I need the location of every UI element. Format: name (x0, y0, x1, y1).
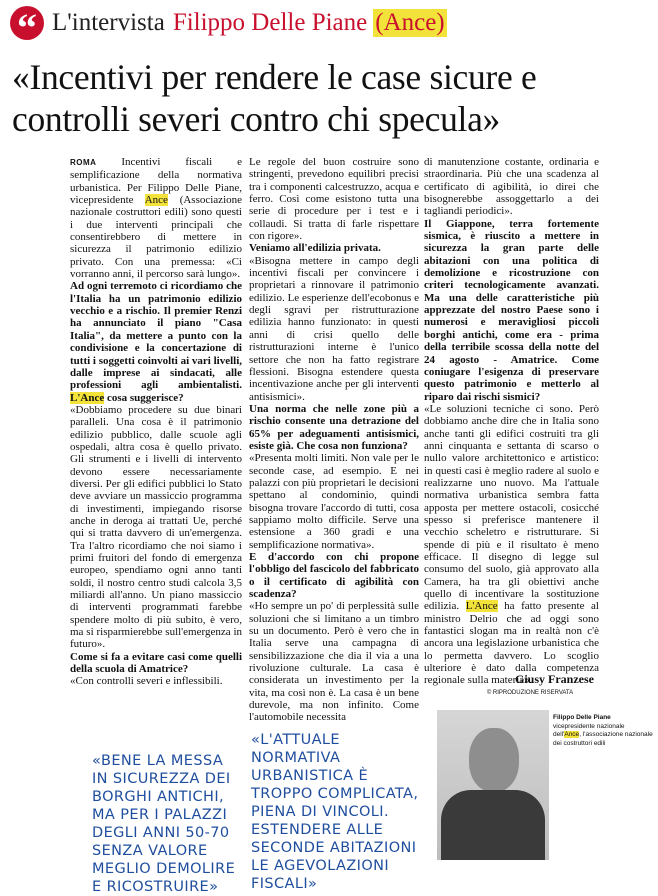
copyright-notice: © RIPRODUZIONE RISERVATA (486, 690, 574, 696)
question: Come si fa a evitare casi come quelli della scuola di Amatrice? (70, 650, 242, 676)
author-signature: Giusy Franzese (515, 672, 594, 686)
photo-caption (553, 714, 653, 748)
answer: «Le soluzioni tecniche ci sono. Però dobbiamo anche dire che in Italia sono anche tanti gli edifici costruiti tra gli anni cinquanta e settanta di scarso o nullo valore architettonico e artistico: in questi casi è meglio radere al suolo e realizzarne uno nuovo. Ma l'attuale normativa urbanistica sembra fatta apposta per mettere ostacoli, cosicché spesso si preferisce mantenere il vecchio scheletro e ristrutturare. Si spende di più e il risultato è meno efficace. Il disegno di legge sul consumo del suolo, già approvato alla Camera, ha tra gli obiettivi anche quello di incentivare la sostituzione edilizia. L'Ance ha fatto presente al ministro Delrio che ad oggi sono fantastici slogan ma in realtà non c'è ancora una legislazione urbanistica che lo permetta davvero. Lo scoglio ulteriore è dato dalla competenza regionale sulla materia». (424, 402, 599, 687)
caption-name: Filippo Delle Piane (553, 714, 611, 721)
caption-role: vicepresidente nazionale dell'Ance, l'associazione nazionale dei costruttori edili (553, 722, 653, 747)
question: Veniamo all'edilizia privata. (249, 242, 381, 255)
paragraph: ROMA Incentivi fiscali e semplificazione della normativa urbanistica. Per Filippo Delle Piane, vicepresidente Ance (Associazione nazionale costruttori edili) sono questi i due interventi principali che consentirebbero di mettere in sicurezza il patrimonio edilizio privato. Con una premessa: «Ci vorranno anni, il percorso sarà lungo». (70, 156, 243, 281)
headline: «Incentivi per rendere le case sicure e controlli severi contro chi specula» (12, 57, 537, 139)
dateline: ROMA (70, 158, 97, 167)
pull-quote-center: «L'ATTUALE NORMATIVA URBANISTICA È TROPPO COMPLICATA, PIENA DI VINCOLI. ESTENDERE ALLE SECONDE ABITAZIONI LE AGEVOLAZIONI FISCALI» (251, 732, 419, 892)
answer: «Ho sempre un po' di perplessità sulle soluzioni che si limitano a un timbro su un documento. Però è vero che in Italia serve una campagna di sensibilizzazione che dia il via a una rivoluzione culturale. La casa è considerata un investimento per la vita, ma così non è. La casa è un bene durevole, ma non infinito. Come l'automobile necessita (249, 600, 419, 724)
quote-icon: “ (10, 6, 44, 40)
article-column-2 (249, 156, 419, 724)
answer: Le regole del buon costruire sono stringenti, prevedono equilibri precisi tra i componenti calcestruzzo, acqua e ferro. Così come esistono tutta una serie di procedure per i test e i collaudi. Si tratta di farle rispettare con rigore». (249, 156, 419, 243)
question: E d'accordo con chi propone l'obbligo del fascicolo del fabbricato o il certificato di agibilità con scadenza? (249, 551, 419, 601)
answer: «Bisogna mettere in campo degli incentivi fiscali per convincere i proprietari a rinnovare il patrimonio edilizio. Le esperienze dell'ecobonus e degli sgravi per ristrutturazione edilizia hanno funzionato: in questi anni di crisi quello delle ristrutturazioni interne è l'unico settore che non ha fatto registrare flessioni. Bisogna estendere questa incentivazione anche per gli interventi antisismici». (249, 254, 419, 403)
article-column-1 (70, 156, 242, 688)
answer: «Con controlli severi e inflessibili. (70, 675, 223, 688)
interviewee-name: Filippo Delle Piane (172, 9, 368, 36)
portrait-photo (437, 710, 549, 860)
section-label: L'intervista (52, 9, 165, 36)
answer: «Presenta molti limiti. Non vale per le seconde case, ad esempio. E nei palazzi con più proprietari le decisioni spettano al condominio, quindi bisogna trovare l'accordo di tutti, cosa sappiamo molto difficile. Serve una estensione a 360 gradi e una semplificazione normativa». (249, 452, 419, 551)
question: Ad ogni terremoto ci ricordiamo che l'Italia ha un patrimonio edilizio vecchio e a rischio. Il premier Renzi ha annunciato il piano "Casa Italia", da mettere a punto con la condivisione e la concertazione di tutti i soggetti coinvolti ai vari livelli, dalle imprese ai sindacati, alle professioni agli ambientalisti. L'Ance cosa suggerisce? (70, 280, 243, 404)
answer: «Dobbiamo procedere su due binari paralleli. Una cosa è il patrimonio edilizio pubblico, dalle scuole agli ospedali, altra cosa è quello privato. Gli strumenti e i livelli di intervento devono essere necessariamente diversi. Per gli edifici pubblici lo Stato deve avviare un massiccio programma di investimenti, impiegando risorse anche in deroga ai trattati Ue, perché qui si tratta davvero di un'emergenza. Tra l'altro ricordiamo che noi siamo i primi fruitori del fondo di emergenza europeo, spendiamo ogni anno tanti soldi, il nostro centro studi calcola 3,5 miliardi all'anno. Un piano massiccio di interventi programmati farebbe spendere molto di più subito, è vero, ma si risparmierebbe sull'emergenza in futuro». (70, 403, 242, 651)
org-highlight: L'Ance (465, 600, 498, 613)
interviewee-org: (Ance) (375, 9, 445, 36)
question: Una norma che nelle zone più a rischio consente una detrazione del 65% per adeguamenti antisismici, esiste già. Che cosa non funziona? (249, 402, 419, 452)
pull-quote-left: «BENE LA MESSA IN SICUREZZA DEI BORGHI ANTICHI, MA PER I PALAZZI DEGLI ANNI 50-70 SENZA VALORE MEGLIO DEMOLIRE E RICOSTRUIRE» (92, 753, 236, 895)
org-highlight: L'Ance (70, 391, 105, 404)
portrait-body (441, 790, 545, 860)
article-header (10, 5, 447, 50)
org-highlight: Ance (564, 731, 580, 738)
question: Il Giappone, terra fortemente sismica, è riuscito a mettere in sicurezza la gran parte delle abitazioni con una politica di demolizione e ricostruzione con criteri tecnologicamente avanzati. Ma una delle caratteristiche più apprezzate del nostro Paese sono i numerosi e meravigliosi piccoli borghi antichi, come era - prima della terribile scossa della notte del 24 agosto - Amatrice. Come coniugare l'esigenza di preservare questo patrimonio e metterlo al riparo dai rischi sismici? (424, 217, 599, 403)
answer: di manutenzione costante, ordinaria e straordinaria. Più che una scadenza al certificato di agibilità, io direi che bisognerebbe assoggettarlo a dei tagliandi periodici». (424, 156, 599, 218)
org-highlight: Ance (144, 194, 168, 207)
portrait-head (469, 728, 519, 792)
article-column-3 (424, 156, 599, 687)
